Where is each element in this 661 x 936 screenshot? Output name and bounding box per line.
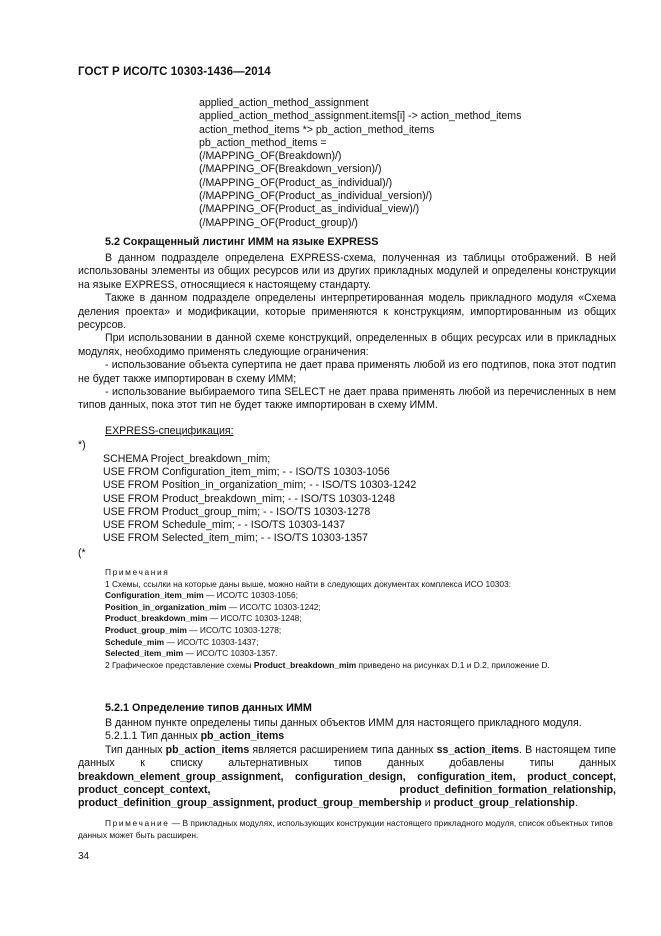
- code-line: USE FROM Position_in_organization_mim; - - ISO/TS 10303-1242: [103, 479, 417, 492]
- mapping-line: (/MAPPING_OF(Product_as_individual_version)/): [199, 190, 433, 203]
- paragraph: - использование выбираемого типа SELECT не дает права применять любой из перечисленных в нем типов данных, пока этот тип не будет также импортирован в схему ИММ.: [78, 386, 616, 412]
- code-line: USE FROM Configuration_item_mim; - - ISO/TS 10303-1056: [103, 466, 390, 479]
- document-header: ГОСТ Р ИСО/ТС 10303-1436—2014: [78, 66, 271, 78]
- code-line: USE FROM Selected_item_mim; - - ISO/TS 10303-1357: [103, 532, 368, 545]
- express-label: EXPRESS-спецификация:: [105, 425, 234, 437]
- type-note: [78, 818, 616, 841]
- ref-doc: — ИСО/ТС 10303-1278;: [186, 624, 282, 635]
- ref-name: Configuration_item_mim: [105, 590, 204, 601]
- note-ref: [78, 625, 616, 637]
- type-list: breakdown_element_group_assignment, configuration_design, configuration_item, product_concept, product_concept_context, product_definition_formation_relationship, product_definition_group_assignment, product_group_membership: [78, 770, 616, 810]
- note-text: — В прикладных модулях, использующих конструкции настоящего прикладного модуля, список объектных типов данных может быть расширен.: [78, 818, 613, 840]
- type-description: [78, 744, 616, 811]
- express-open-comment: *): [78, 439, 86, 451]
- ref-name: Selected_item_mim: [105, 648, 184, 659]
- note-ref: [78, 637, 616, 649]
- ref-doc: — ИСО/ТС 10303-1248;: [207, 613, 302, 624]
- ref-name: Product_breakdown_mim: [105, 613, 208, 624]
- mapping-line: (/MAPPING_OF(Product_as_individual)/): [199, 176, 393, 189]
- paragraph: Также в данном подразделе определены интерпретированная модель прикладного модуля «Схема деления проекта» и модификации, которые применяются к конструкциям, импортированным из общих ресурсов.: [78, 292, 616, 332]
- ref-doc: — ИСО/ТС 10303-1056;: [203, 590, 298, 601]
- type-name: ss_action_items: [436, 743, 520, 756]
- note-ref: [78, 613, 616, 625]
- text: . В настоящем типе данных к списку альтернативных типов данных добавлены типы данных: [78, 743, 616, 770]
- code-line: USE FROM Product_group_mim; - - ISO/TS 10303-1278: [103, 505, 371, 518]
- note-paragraph: [78, 818, 616, 841]
- paragraph: - использование объекта супертипа не дает права применять любой из его подтипов, пока этот подтип не будет также импортирован в схему ИММ;: [78, 359, 616, 385]
- note-ref: [78, 590, 616, 602]
- paragraph: В данном подразделе определена EXPRESS-схема, полученная из таблицы отображений. В ней использованы элементы из общих ресурсов или из других прикладных модулей и определены конструкции на языке EXPRESS, относящиеся к настоящему стандарту.: [78, 252, 616, 291]
- mapping-block: [199, 97, 521, 230]
- code-line: USE FROM Schedule_mim; - - ISO/TS 10303-1437: [103, 518, 345, 531]
- ref-name: Position_in_organization_mim: [105, 601, 227, 612]
- ref-doc: — ИСО/ТС 10303-1437;: [164, 636, 259, 647]
- mapping-line: (/MAPPING_OF(Breakdown)/): [199, 150, 342, 163]
- note-heading: Примечание: [105, 818, 170, 828]
- mapping-line: applied_action_method_assignment: [199, 97, 369, 109]
- paragraph: В данном пункте определены типы данных объектов ИММ для настоящего прикладного модуля.: [105, 717, 582, 729]
- section-title-5-2: 5.2 Сокращенный листинг ИММ на языке EXPRESS: [105, 236, 379, 248]
- note-2-schema: Product_breakdown_mim: [253, 659, 357, 670]
- type-name: pb_action_items: [165, 743, 250, 756]
- page-number: 34: [78, 851, 90, 862]
- express-code: [103, 453, 416, 545]
- code-line: USE FROM Product_breakdown_mim; - - ISO/TS 10303-1248: [103, 492, 396, 505]
- express-close-comment: (*: [78, 547, 86, 559]
- notes-heading: Примечания: [105, 567, 170, 577]
- mapping-line: (/MAPPING_OF(Product_group)/): [199, 216, 358, 229]
- ref-name: Product_group_mim: [105, 624, 187, 635]
- section-5-2-1-body: [78, 717, 616, 811]
- paragraph: При использовании в данной схеме конструкций, определенных в общих ресурсах или в прикладных модулях, необходимо применять следующие ограничения:: [78, 332, 616, 358]
- ref-doc: — ИСО/ТС 10303-1357.: [183, 648, 278, 659]
- code-line: SCHEMA Project_breakdown_mim;: [103, 453, 271, 465]
- mapping-line: pb_action_method_items =: [199, 136, 327, 149]
- ref-doc: — ИСО/ТС 10303-1242;: [226, 601, 321, 612]
- subsection-title: [78, 730, 616, 743]
- text: является расширением типа данных: [249, 743, 437, 756]
- note-2-post: приведено на рисунках D.1 и D.2, приложение D.: [356, 659, 550, 670]
- note-1: 1 Схемы, ссылки на которые даны выше, можно найти в следующих документах комплекса ИСО 10303:: [105, 578, 512, 589]
- text: .: [574, 797, 578, 810]
- note-ref: [78, 602, 616, 614]
- type-name: product_group_relationship: [433, 797, 575, 810]
- section-title-5-2-1: 5.2.1 Определение типов данных ИММ: [105, 702, 312, 714]
- mapping-line: applied_action_method_assignment.items[i] -> action_method_items: [199, 110, 522, 123]
- subsection-type: pb_action_items: [200, 730, 285, 743]
- ref-name: Schedule_mim: [105, 636, 165, 647]
- text: Тип данных: [105, 743, 166, 756]
- note-ref: [78, 648, 616, 660]
- mapping-line: (/MAPPING_OF(Breakdown_version)/): [199, 163, 382, 176]
- text: и: [421, 797, 434, 810]
- note-2-pre: 2 Графическое представление схемы: [105, 659, 254, 670]
- note-2: [78, 660, 616, 672]
- mapping-line: action_method_items *> pb_action_method_items: [199, 123, 435, 136]
- mapping-line: (/MAPPING_OF(Product_as_individual_view)/): [199, 203, 420, 216]
- subsection-number: 5.2.1.1 Тип данных: [105, 730, 201, 743]
- section-5-2-body: [78, 252, 616, 413]
- notes-block: [78, 567, 616, 671]
